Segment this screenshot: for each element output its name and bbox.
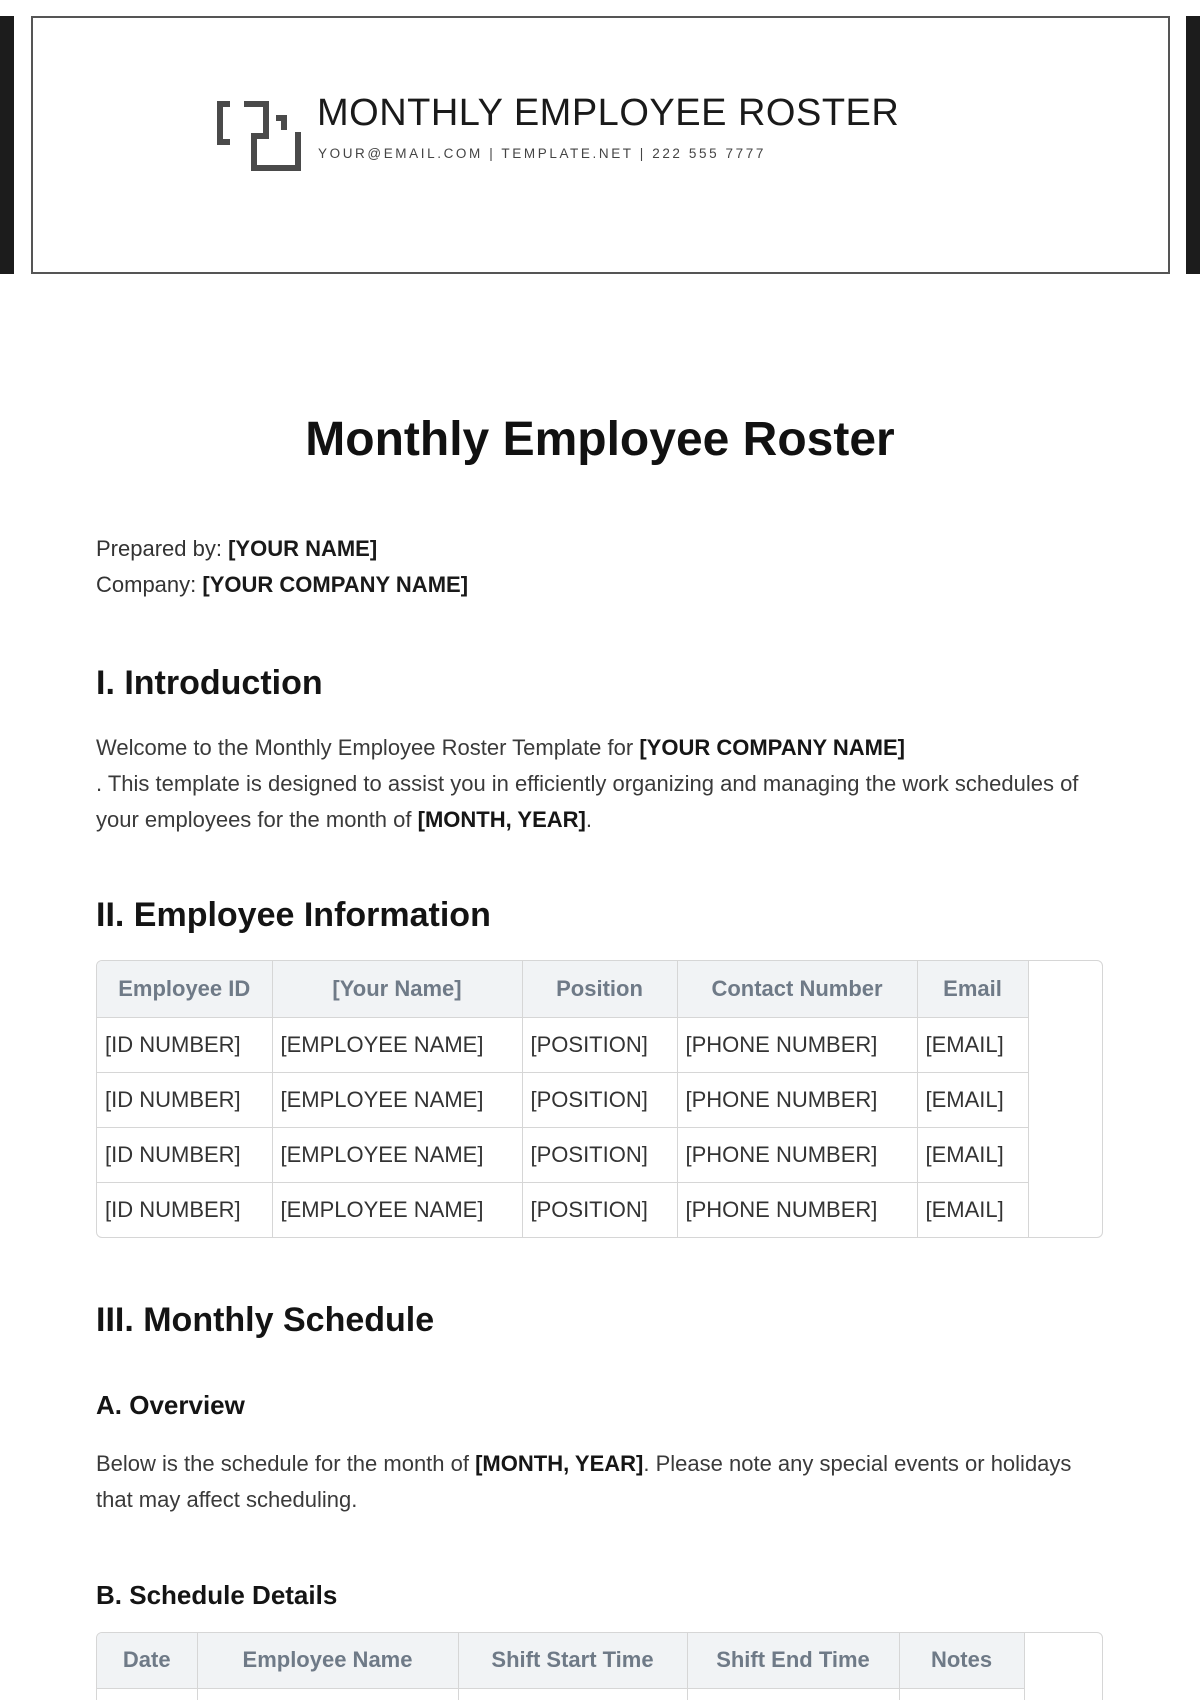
bracket-logo-icon	[208, 90, 312, 178]
introduction-paragraph	[96, 730, 1106, 838]
schedule-details-table	[96, 1632, 1103, 1700]
letterhead-contact: YOUR@EMAIL.COM | TEMPLATE.NET | 222 555 7777	[318, 146, 766, 161]
prepared-by-value: [YOUR NAME]	[228, 536, 378, 561]
column-header: Employee Name	[197, 1633, 458, 1688]
intro-month-year: [MONTH, YEAR]	[417, 807, 586, 832]
column-header: Employee ID	[97, 961, 272, 1017]
subsection-heading-overview: A. Overview	[96, 1390, 245, 1420]
cell-employee-id: [ID NUMBER]	[97, 1017, 272, 1072]
table-row	[97, 1072, 1028, 1127]
section-heading-introduction: I. Introduction	[96, 664, 323, 702]
table-header-row	[97, 1633, 1024, 1688]
subsection-heading-schedule-details: B. Schedule Details	[96, 1580, 338, 1610]
cell-email: [EMAIL]	[917, 1182, 1028, 1237]
cell-email: [EMAIL]	[917, 1072, 1028, 1127]
cell-employee-id: [ID NUMBER]	[97, 1127, 272, 1182]
cell-position: [POSITION]	[522, 1017, 677, 1072]
prepared-by-line	[96, 536, 377, 562]
right-edge-bar	[1186, 16, 1200, 274]
table-row	[97, 1182, 1028, 1237]
left-edge-bar	[0, 16, 14, 274]
empty-cell	[458, 1688, 687, 1700]
column-header: Shift End Time	[687, 1633, 899, 1688]
intro-company-name: [YOUR COMPANY NAME]	[639, 735, 905, 760]
letterhead-box	[31, 16, 1170, 274]
column-header: Date	[97, 1633, 197, 1688]
cell-position: [POSITION]	[522, 1182, 677, 1237]
empty-cell	[197, 1688, 458, 1700]
cell-position: [POSITION]	[522, 1072, 677, 1127]
column-header: Email	[917, 961, 1028, 1017]
cell-contact-number: [PHONE NUMBER]	[677, 1182, 917, 1237]
column-header: [Your Name]	[272, 961, 522, 1017]
cell-employee-name: [EMPLOYEE NAME]	[272, 1182, 522, 1237]
column-header: Position	[522, 961, 677, 1017]
intro-text-2: . This template is designed to assist you in efficiently organizing and managing the work schedules of your employees for the month of	[96, 771, 1079, 832]
prepared-by-label: Prepared by:	[96, 536, 229, 561]
empty-cell	[899, 1688, 1024, 1700]
letterhead-title: MONTHLY EMPLOYEE ROSTER	[317, 92, 900, 134]
overview-text-1: Below is the schedule for the month of	[96, 1451, 476, 1476]
overview-paragraph	[96, 1446, 1106, 1518]
cell-position: [POSITION]	[522, 1127, 677, 1182]
company-line	[96, 572, 468, 598]
overview-month-year: [MONTH, YEAR]	[475, 1451, 644, 1476]
column-header: Contact Number	[677, 961, 917, 1017]
table-row	[97, 1688, 1024, 1700]
overview-text-2: . Please note any special events or holidays that may affect scheduling.	[96, 1451, 1072, 1512]
cell-contact-number: [PHONE NUMBER]	[677, 1127, 917, 1182]
intro-text-3: .	[585, 807, 593, 832]
cell-email: [EMAIL]	[917, 1127, 1028, 1182]
empty-cell	[687, 1688, 899, 1700]
section-heading-monthly-schedule: III. Monthly Schedule	[96, 1301, 435, 1339]
empty-cell	[97, 1688, 197, 1700]
cell-contact-number: [PHONE NUMBER]	[677, 1072, 917, 1127]
cell-employee-id: [ID NUMBER]	[97, 1072, 272, 1127]
intro-text-1: Welcome to the Monthly Employee Roster Template for	[96, 735, 640, 760]
cell-employee-name: [EMPLOYEE NAME]	[272, 1127, 522, 1182]
document-title: Monthly Employee Roster	[305, 413, 895, 466]
company-label: Company:	[96, 572, 203, 597]
table-row	[97, 1017, 1028, 1072]
cell-employee-name: [EMPLOYEE NAME]	[272, 1072, 522, 1127]
column-header: Shift Start Time	[458, 1633, 687, 1688]
table-row	[97, 1127, 1028, 1182]
cell-employee-id: [ID NUMBER]	[97, 1182, 272, 1237]
cell-employee-name: [EMPLOYEE NAME]	[272, 1017, 522, 1072]
column-header: Notes	[899, 1633, 1024, 1688]
company-value: [YOUR COMPANY NAME]	[202, 572, 469, 597]
employee-information-table	[96, 960, 1103, 1238]
cell-email: [EMAIL]	[917, 1017, 1028, 1072]
section-heading-employee-information: II. Employee Information	[96, 896, 491, 934]
table-header-row	[97, 961, 1028, 1017]
cell-contact-number: [PHONE NUMBER]	[677, 1017, 917, 1072]
